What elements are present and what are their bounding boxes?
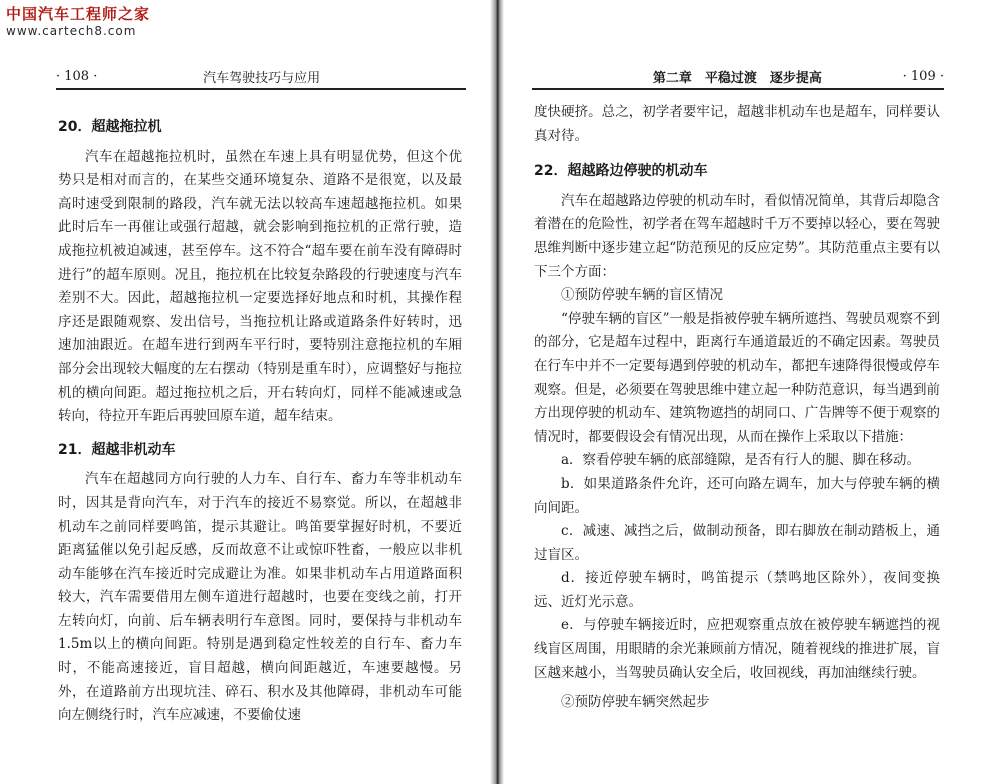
section-21-paragraph: 汽车在超越同方向行驶的人力车、自行车、畜力车等非机动车时，因其是背向汽车，对于汽车的接近不易察觉。所以，在超越非机动车之前同样要鸣笛，提示其避让。鸣笛要掌握好时机，不要近距离猛催以免引起反感，反而故意不让或惊吓牲畜，一般应以非机动车能够在汽车接近时完成避让为准。如果非机动车占用道路面积较大，汽车需要借用左侧车道进行超越时，也要在变线之前，打开左转向灯，向前、后车辆表明行车意图。同时，要保持与非机动车1.5m以上的横向间距。特别是遇到稳定性较差的自行车、畜力车时，不能高速接近，盲目超越，横向间距越近，车速要越慢。另外，在道路前方出现坑洼、碎石、积水及其他障碍，非机动车可能向左侧绕行时，汽车应减速，不要偷仗速 [58, 471, 462, 724]
measure-b: b．如果道路条件允许，还可向路左调车，加大与停驶车辆的横向间距。 [534, 475, 940, 516]
subheading-2: ②预防停驶车辆突然起步 [561, 694, 710, 711]
book-spine [490, 0, 504, 784]
right-page-body [534, 101, 940, 715]
left-page-body [58, 110, 462, 728]
section-20-heading: 20．超越拖拉机 [58, 119, 162, 135]
watermark-title: 中国汽车工程师之家 [6, 5, 151, 23]
measure-e: e．与停驶车辆接近时，应把观察重点放在被停驶车辆遮挡的视线盲区周围，用眼睛的余光兼顾前方情况，随着视线的推进扩展，盲区越来越小，当驾驶员确认安全后，收回视线，再加油继续行驶。 [534, 617, 940, 681]
right-page-number: · 109 · [902, 68, 944, 84]
continuation-paragraph: 度快硬挤。总之，初学者要牢记，超越非机动车也是超车，同样要认真对待。 [534, 104, 940, 144]
blind-zone-paragraph: “停驶车辆的盲区”一般是指被停驶车辆所遮挡、驾驶员观察不到的部分，它是超车过程中，距离行车通道最近的不确定因素。驾驶员在行车中并不一定要每遇到停驶的机动车，都把车速降得很慢或停车观察。但是，必须要在驾驶思维中建立起一种防范意识，每当遇到前方出现停驶的机动车、建筑物遮挡的胡同口、广告牌等不便于观察的情况时，都要假设会有情况出现，从而在操作上采取以下措施： [534, 310, 940, 445]
section-22-intro: 汽车在超越路边停驶的机动车时，看似情况简单，其背后却隐含着潜在的危险性，初学者在驾车超越时千万不要掉以轻心，要在驾驶思维判断中逐步建立起“防范预见的反应定势”。其防范重点主要有以下三个方面： [534, 192, 940, 280]
measure-d: d．接近停驶车辆时，鸣笛提示（禁鸣地区除外），夜间变换远、近灯光示意。 [534, 570, 940, 610]
watermark-url: www.cartech8.com [6, 24, 137, 38]
left-page-header [56, 64, 466, 90]
section-20-paragraph: 汽车在超越拖拉机时，虽然在车速上具有明显优势，但这个优势只是相对而言的，在某些交通环境复杂、道路不是很宽，以及最高时速受到限制的路段，汽车就无法以较高车速超越拖拉机。如果此时后车一再催让或强行超越，就会影响到拖拉机的正常行驶，造成拖拉机被迫减速，甚至停车。这不符合“超车要在前车没有障碍时进行”的超车原则。况且，拖拉机在比较复杂路段的行驶速度与汽车差别不大。因此，超越拖拉机一定要选择好地点和时机，其操作程序还是跟随观察、发出信号，当拖拉机让路或道路条件好转时，迅速加油跟近。在超车进行到两车平行时，要特别注意拖拉机的车厢部分会出现较大幅度的左右摆动（特别是重车时），应调整好与拖拉机的横向间距。超过拖拉机之后，开右转向灯，同样不能减速或急转向，待拉开车距后再驶回原车道，超车结束。 [58, 148, 462, 425]
chapter-title: 第二章 平稳过渡 逐步提高 [652, 70, 822, 86]
section-21-heading: 21．超越非机动车 [58, 441, 176, 458]
right-page [504, 0, 992, 784]
subheading-1: ①预防停驶车辆的盲区情况 [561, 287, 723, 304]
measure-c: c．减速、减挡之后，做制动预备，即右脚放在制动踏板上，通过盲区。 [534, 523, 940, 563]
left-page-number: · 108 · [56, 68, 98, 84]
book-title: 汽车驾驶技巧与应用 [203, 70, 321, 86]
left-page [0, 0, 490, 784]
right-page-header [532, 64, 944, 90]
section-22-heading: 22．超越路边停驶的机动车 [534, 163, 708, 180]
measure-a: a．察看停驶车辆的底部缝隙，是否有行人的腿、脚在移动。 [561, 452, 921, 469]
